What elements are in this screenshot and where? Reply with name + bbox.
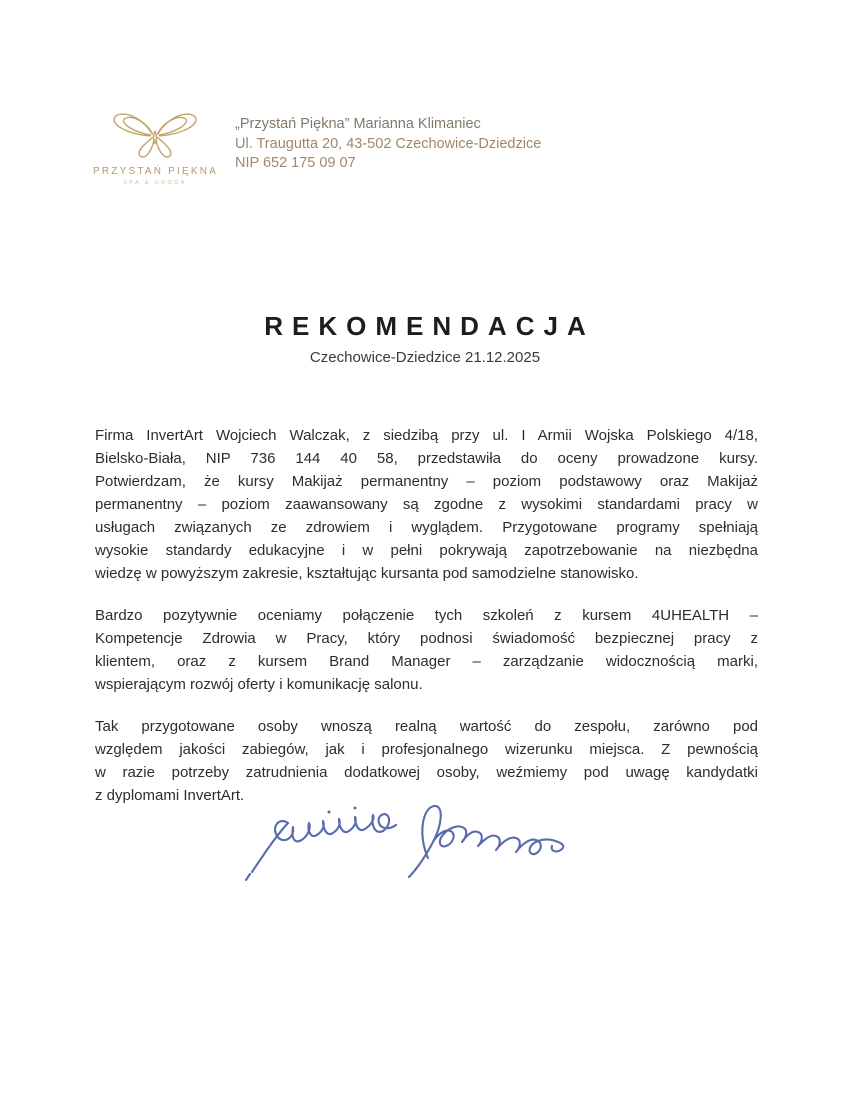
text-line: permanentny – poziom zaawansowany są zgodne z wysokimi standardami pracy w <box>95 496 758 513</box>
company-logo <box>93 106 217 186</box>
company-details <box>235 106 541 174</box>
text-line: wiedzę w powyższym zakresie, kształtując kursanta pod samodzielne stanowisko. <box>95 565 639 582</box>
logo-tagline: SPA & URODA <box>123 180 187 186</box>
text-line: Kompetencje Zdrowia w Pracy, który podnosi świadomość bezpiecznej pracy z <box>95 630 758 647</box>
text-line: Bielsko-Biała, NIP 736 144 40 58, przedstawiła do oceny prowadzone kursy. <box>95 450 758 467</box>
company-name: „Przystań Piękna” Marianna Klimaniec <box>235 116 481 132</box>
text-line: Bardzo pozytywnie oceniamy połączenie tych szkoleń z kursem 4UHEALTH – <box>95 607 758 624</box>
text-line: wspierającym rozwój oferty i komunikację salonu. <box>95 676 423 693</box>
text-line: względem jakości zabiegów, jak i profesjonalnego wizerunku miejsca. Z pewnością <box>95 741 758 758</box>
handwritten-signature <box>236 796 581 886</box>
text-line: Potwierdzam, że kursy Makijaż permanentny – poziom podstawowy oraz Makijaż <box>95 473 758 490</box>
text-line: z dyplomami InvertArt. <box>95 787 245 804</box>
text-line: w razie potrzeby zatrudnienia dodatkowej osoby, weźmiemy pod uwagę kandydatki <box>95 764 758 781</box>
letterhead <box>93 106 541 186</box>
letter-body <box>95 424 758 826</box>
paragraph-1 <box>95 424 758 585</box>
company-nip: NIP 652 175 09 07 <box>235 155 356 171</box>
paragraph-2 <box>95 604 758 696</box>
text-line: usługach związanych ze zdrowiem i wyglądem. Przygotowane programy spełniają <box>95 519 758 536</box>
text-line: Firma InvertArt Wojciech Walczak, z siedzibą przy ul. I Armii Wojska Polskiego 4/18, <box>95 427 758 444</box>
signature-area <box>236 796 581 886</box>
title-block <box>0 311 850 366</box>
text-line: wysokie standardy edukacyjne i w pełni pokrywają zapotrzebowanie na niezbędna <box>95 542 758 559</box>
text-line: klientem, oraz z kursem Brand Manager – zarządzanie widocznością marki, <box>95 653 758 670</box>
paragraph-3 <box>95 715 758 807</box>
logo-brand-text: PRZYSTAŃ PIĘKNA <box>93 166 219 177</box>
date-line: Czechowice-Dziedzice 21.12.2025 <box>309 349 541 366</box>
company-address: Ul. Traugutta 20, 43-502 Czechowice-Dziedzice <box>235 135 542 152</box>
document-title: REKOMENDACJA <box>264 311 595 341</box>
text-line: Tak przygotowane osoby wnoszą realną wartość do zespołu, zarówno pod <box>95 718 758 735</box>
butterfly-ornament-icon <box>103 106 207 164</box>
